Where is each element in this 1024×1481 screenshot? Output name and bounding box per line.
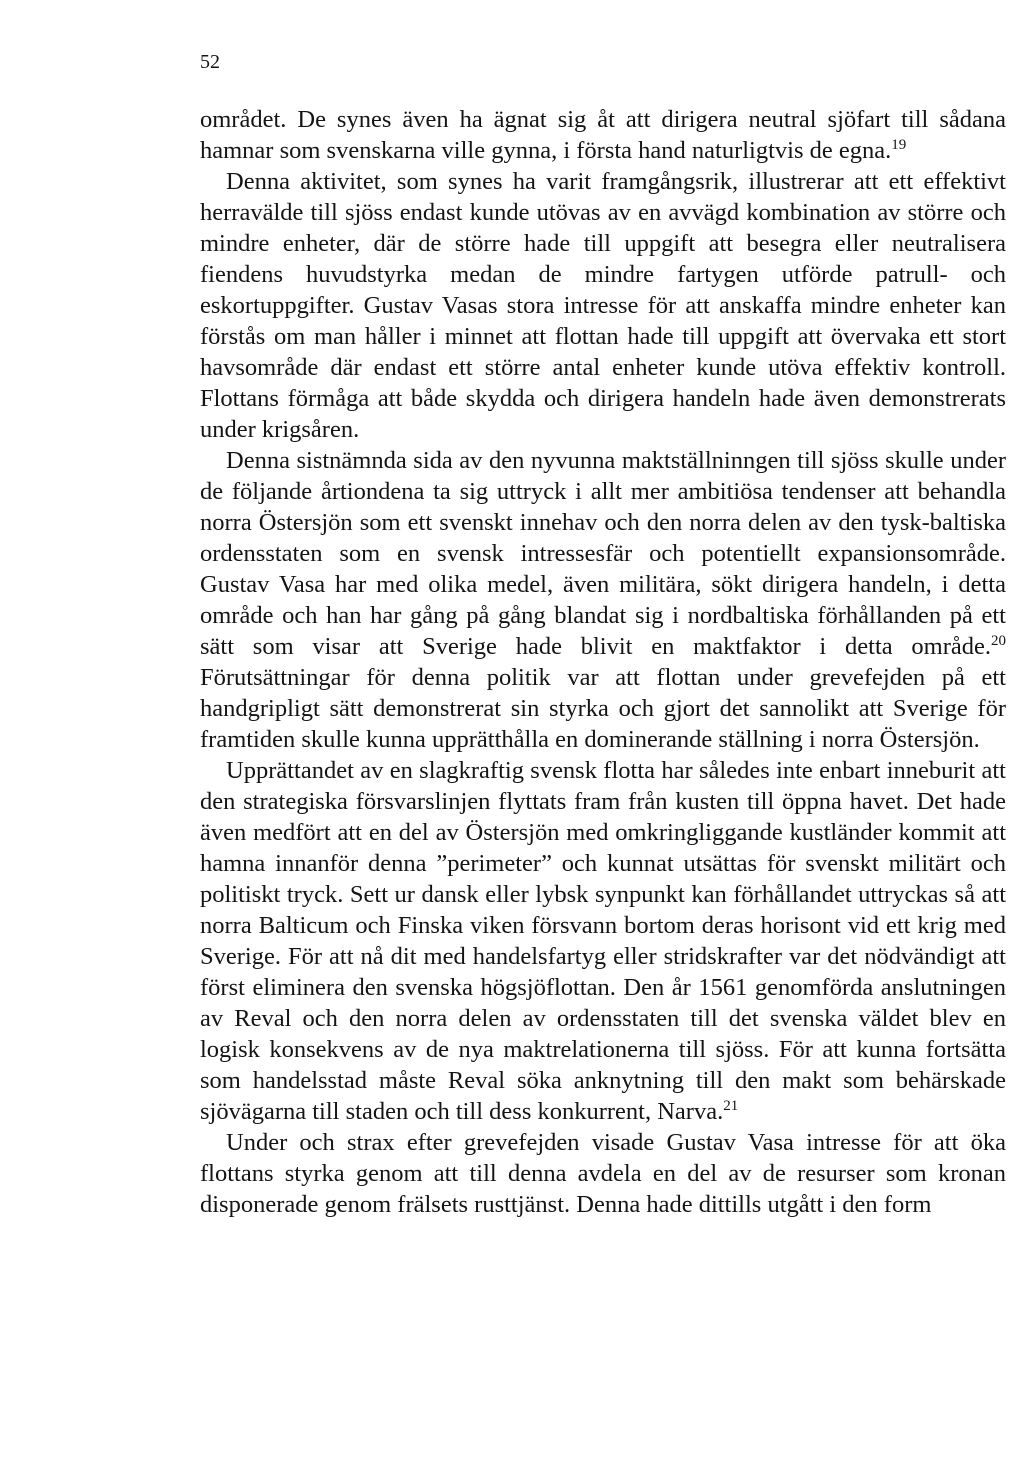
paragraph-text: Denna aktivitet, som synes ha varit framgångsrik, illustrerar att ett effektivt herravälde till sjöss endast kunde utövas av en avvägd kombination av större och mindre enheter, där de större hade till uppgift att besegra eller neutralisera fiendens huvudstyrka medan de mindre fartygen utförde patrull- och eskortuppgifter. Gustav Vasas stora intresse för att anskaffa mindre enheter kan förstås om man håller i minnet att flottan hade till uppgift att övervaka ett stort havsområde där endast ett större antal enheter kunde utöva effektiv kontroll. Flottans förmåga att både skydda och dirigera handeln hade även demonstrerats under krigsåren. — [200, 168, 1006, 443]
paragraph — [200, 104, 1006, 166]
paragraph — [200, 166, 1006, 445]
body-text — [200, 104, 1006, 1220]
footnote-ref: 20 — [991, 633, 1006, 649]
paragraph — [200, 445, 1006, 755]
paragraph-text: Denna sistnämnda sida av den nyvunna maktställninngen till sjöss skulle under de följande årtiondena ta sig uttryck i allt mer ambitiösa tendenser att behandla norra Östersjön som ett svenskt innehav och den norra delen av den tysk-baltiska ordensstaten som en svensk intressesfär och potentiellt expansionsområde. Gustav Vasa har med olika medel, även militära, sökt dirigera handeln, i detta område och han har gång på gång blandat sig i nordbaltiska förhållanden på ett sätt som visar att Sverige hade blivit en maktfaktor i detta område. — [200, 447, 1006, 660]
page-number: 52 — [200, 51, 220, 73]
paragraph — [200, 1127, 1006, 1220]
paragraph-text: området. De synes även ha ägnat sig åt att dirigera neutral sjöfart till sådana hamnar som svenskarna ville gynna, i första hand naturligtvis de egna. — [200, 106, 1006, 164]
paragraph — [200, 755, 1006, 1127]
footnote-ref: 21 — [723, 1098, 739, 1114]
footnote-ref: 19 — [891, 137, 907, 153]
paragraph-text: Förutsättningar för denna politik var att flottan under grevefejden på ett handgripligt sätt demonstrerat sin styrka och gjort det sannolikt att Sverige för framtiden skulle kunna upprätthålla en dominerande ställning i norra Östersjön. — [200, 664, 1006, 753]
paragraph-text: Under och strax efter grevefejden visade Gustav Vasa intresse för att öka flottans styrka genom att till denna avdela en del av de resurser som kronan disponerade genom frälsets rusttjänst. Denna hade dittills utgått i den form — [200, 1129, 1006, 1218]
paragraph-text: Upprättandet av en slagkraftig svensk flotta har således inte enbart inneburit att den strategiska försvarslinjen flyttats fram från kusten till öppna havet. Det hade även medfört att en del av Östersjön med omkringliggande kustländer kommit att hamna innanför denna ”perimeter” och kunnat utsättas för svenskt militärt och politiskt tryck. Sett ur dansk eller lybsk synpunkt kan förhållandet uttryckas så att norra Balticum och Finska viken försvann bortom deras horisont vid ett krig med Sverige. För att nå dit med handelsfartyg eller stridskrafter var det nödvändigt att först eliminera den svenska högsjöflottan. Den år 1561 genomförda anslutningen av Reval och den norra delen av ordensstaten till det svenska väldet blev en logisk konsekvens av de nya maktrelationerna till sjöss. För att kunna fortsätta som handelsstad måste Reval söka anknytning till den makt som behärskade sjövägarna till staden och till dess konkurrent, Narva. — [200, 757, 1006, 1125]
